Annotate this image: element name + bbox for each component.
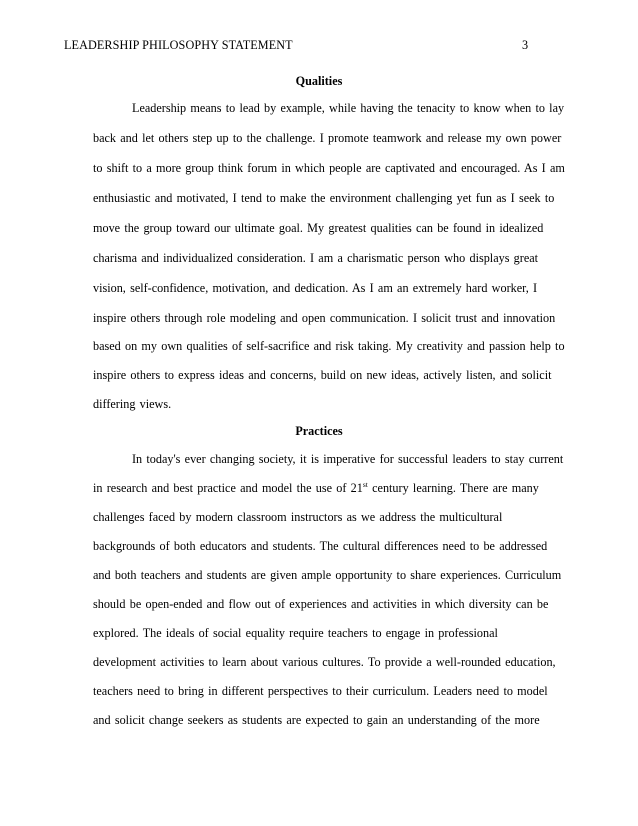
line-text: in research and best practice and model the use of 21: [93, 481, 363, 495]
paragraph-line: and solicit change seekers as students are expected to gain an understanding of the more: [93, 713, 540, 727]
paragraph-line: and both teachers and students are given ample opportunity to share experiences. Curriculum: [93, 568, 562, 582]
paragraph-line: Leadership means to lead by example, while having the tenacity to know when to lay: [132, 101, 565, 115]
ordinal-superscript: st: [362, 479, 368, 489]
paragraph-line: inspire others to express ideas and concerns, build on new ideas, actively listen, and solicit: [93, 368, 552, 382]
paragraph-line: to shift to a more group think forum in which people are captivated and encouraged. As I am: [93, 161, 565, 175]
paragraph-line: challenges faced by modern classroom instructors as we address the multicultural: [93, 510, 503, 524]
paragraph-line: development activities to learn about various cultures. To provide a well-rounded education,: [93, 655, 556, 669]
line-text: century learning. There are many: [367, 481, 539, 495]
paragraph-line: explored. The ideals of social equality require teachers to engage in professional: [93, 626, 498, 640]
paragraph-line: inspire others through role modeling and open communication. I solicit trust and innovation: [93, 311, 556, 325]
paragraph-line: teachers need to bring in different perspectives to their curriculum. Leaders need to model: [93, 684, 548, 698]
section-heading-practices: Practices: [295, 424, 343, 438]
running-head: LEADERSHIP PHILOSOPHY STATEMENT: [64, 38, 293, 52]
page-number: 3: [522, 38, 529, 52]
paragraph-line: should be open-ended and flow out of experiences and activities in which diversity can be: [93, 597, 549, 611]
paragraph-line: based on my own qualities of self-sacrifice and risk taking. My creativity and passion help to: [93, 339, 565, 353]
paragraph-line: backgrounds of both educators and students. The cultural differences need to be addressed: [93, 539, 548, 553]
paragraph-line: enthusiastic and motivated, I tend to make the environment challenging yet fun as I seek to: [93, 191, 555, 205]
paragraph-line: charisma and individualized consideration. I am a charismatic person who displays great: [93, 251, 539, 265]
paragraph-line: back and let others step up to the challenge. I promote teamwork and release my own power: [93, 131, 562, 145]
paragraph-line: differing views.: [93, 397, 172, 411]
paragraph-line-with-superscript: [93, 481, 539, 496]
paragraph-line: move the group toward our ultimate goal. My greatest qualities can be found in idealized: [93, 221, 544, 235]
section-heading-qualities: Qualities: [295, 74, 343, 88]
paragraph-line: In today's ever changing society, it is imperative for successful leaders to stay current: [132, 452, 564, 466]
paragraph-line: vision, self-confidence, motivation, and dedication. As I am an extremely hard worker, I: [93, 281, 538, 295]
